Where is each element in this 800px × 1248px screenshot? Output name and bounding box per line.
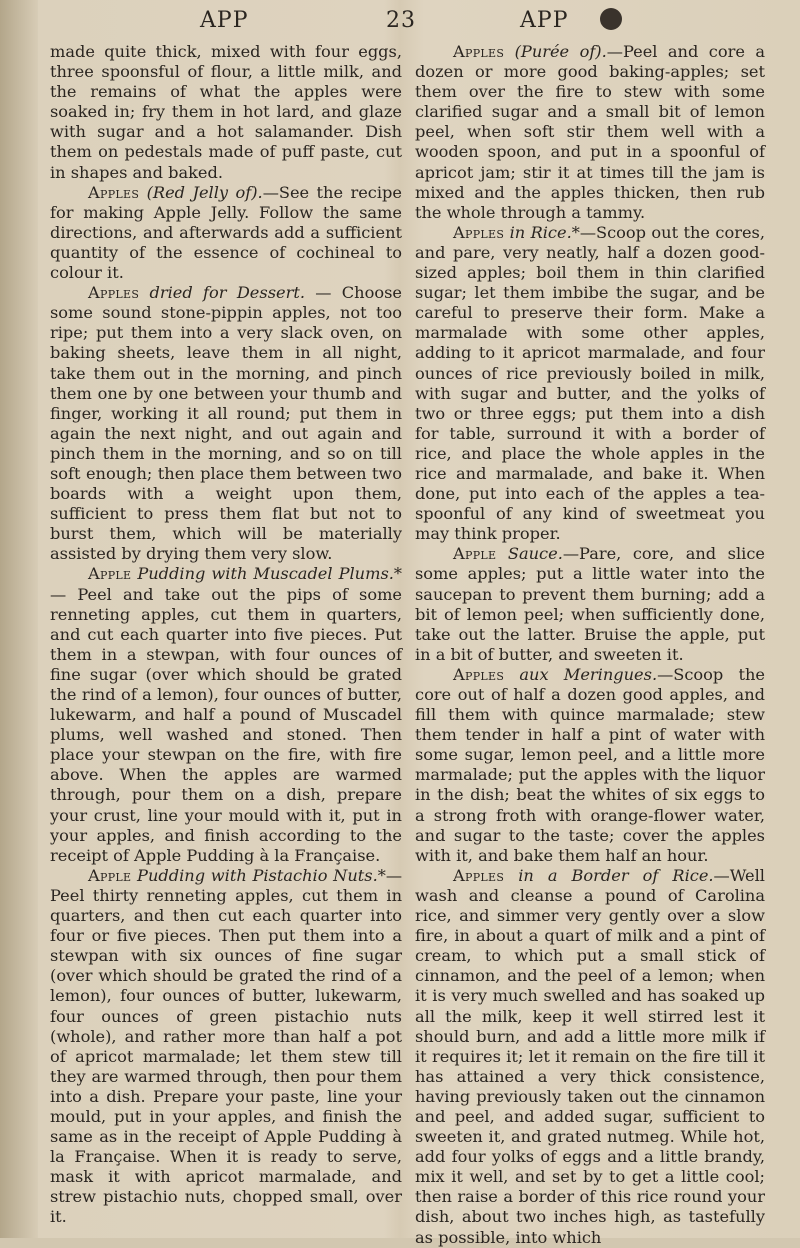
recipe-paragraph: [415, 544, 765, 665]
recipe-paragraph: [50, 564, 402, 865]
recipe-paragraph: [50, 183, 402, 283]
header-left-title: APP: [200, 8, 249, 33]
recipe-text: —Peel and core a dozen or more good baking-apples; set them over the fire to stew with some clarified sugar and a small bit of lemon peel, when soft stir them well with a wooden spoon, and put in a spoonful of apricot jam; stir it at times till the jam is mixed and the apples thicken, then rub the whole through a tammy.: [415, 42, 765, 222]
recipe-paragraph: [50, 283, 402, 564]
left-text-column: [50, 42, 402, 1228]
ink-blot-ornament: [600, 8, 622, 30]
page-gutter-shadow: [0, 0, 38, 1238]
recipe-subtitle: Sauce.: [496, 544, 563, 564]
recipe-subtitle: aux Meringues.: [504, 664, 658, 684]
recipe-title: Apples: [453, 664, 505, 684]
recipe-title: Apples: [453, 42, 505, 61]
recipe-text: —Well wash and cleanse a pound of Carolina rice, and simmer very gently over a slow fire, in about a quart of milk and a pint of cream, to which put a small stick of cinnamon, and the peel of a lemon; when it is very much swelled and has soaked up all the milk, keep it well stirred lest it should burn, and add a little more milk if it requires it; let it remain on the fire till it has attained a very thick consistence, having previously taken out the cinnamon and peel, and added sugar, sufficient to sweeten it, and grated nutmeg. While hot, add four yolks of eggs and a little brandy, mix it well, and set by to get a little cool; then raise a border of this rice round your dish, about two inches high, as tastefully as possible, into which: [415, 865, 765, 1247]
recipe-subtitle: in Rice.*: [504, 222, 580, 242]
recipe-paragraph: [415, 665, 765, 866]
recipe-text: —See the recipe for making Apple Jelly. Follow the same directions, and afterwards add a sufficient quantity of the essence of cochineal to colour it.: [50, 182, 402, 283]
recipe-text: — Choose some sound stone-pippin apples, not too ripe; put them into a very slack oven, on baking sheets, leave them in all night, take them out in the morning, and pinch them one by one between your thumb and finger, working it all round; put them in again the next night, and out again and pinch them in the morning, and so on till soft enough; then place them between two boards with a weight upon them, sufficient to press them flat but not to burst them, which will be materially assisted by drying them very slow.: [50, 283, 402, 564]
recipe-subtitle: Pudding with Muscadel Plums.*: [131, 564, 402, 584]
recipe-text: — Peel thirty renneting apples, cut them in quarters, and then cut each quarter into four or five pieces. Then put them into a stewpan with six ounces of fine sugar (over which should be grated the rind of a lemon), four ounces of butter, lukewarm, four ounces of green pistachio nuts (whole), and rather more than half a pot of apricot marmalade; let them stew till they are warmed through, then pour them into a dish. Prepare your paste, line your mould, put in your apples, and finish the same as in the receipt of Apple Pudding à la Française. When it is ready to serve, mask it with apricot marmalade, and strew pistachio nuts, chopped small, over it.: [50, 865, 402, 1227]
recipe-paragraph: [50, 866, 402, 1228]
recipe-text: made quite thick, mixed with four eggs, three spoonsful of flour, a little milk, and the remains of what the apples were soaked in; fry them in hot lard, and glaze with sugar and a hot salamander. Dish them on pedestals made of puff paste, cut in shapes and baked.: [50, 42, 402, 182]
recipe-title: Apple: [88, 865, 132, 885]
recipe-paragraph: [415, 866, 765, 1248]
recipe-title: Apples: [453, 865, 505, 885]
recipe-title: Apples: [88, 283, 140, 303]
recipe-paragraph: [415, 42, 765, 223]
recipe-subtitle: dried for Dessert.: [139, 283, 305, 303]
recipe-title: Apple: [88, 564, 132, 584]
page-number: 23: [386, 8, 416, 33]
header-right-title: APP: [520, 8, 569, 33]
recipe-paragraph: [50, 42, 402, 183]
recipe-subtitle: Pudding with Pistachio Nuts.*: [131, 865, 386, 885]
right-text-column: [415, 42, 765, 1248]
recipe-subtitle: (Purée of).: [504, 42, 607, 61]
recipe-title: Apples: [88, 182, 140, 202]
recipe-text: —Scoop the core out of half a dozen good apples, and fill them with quince marmalade; stew them tender in half a pint of water with some sugar, lemon peel, and a little more marmalade; put the apples with the liquor in the dish; beat the whites of six eggs to a strong froth with orange-flower water, and sugar to the taste; cover the apples with it, and bake them half an hour.: [415, 664, 765, 865]
recipe-text: —Scoop out the cores, and pare, very neatly, half a dozen good-sized apples; boil them in thin clarified sugar; let them imbibe the sugar, and be careful to preserve their form. Make a marmalade with some other apples, adding to it apricot marmalade, and four ounces of rice previously boiled in milk, with sugar and butter, and the yolks of two or three eggs; put them into a dish for table, surround it with a border of rice, and place the whole apples in the rice and marmalade, and bake it. When done, put into each of the apples a tea-spoonful of any kind of sweetmeat you may think proper.: [415, 222, 765, 544]
recipe-title: Apple: [453, 544, 497, 564]
recipe-subtitle: (Red Jelly of).: [139, 182, 263, 202]
recipe-text: —Pare, core, and slice some apples; put a little water into the saucepan to prevent them burning; add a bit of lemon peel; when sufficiently done, take out the latter. Bruise the apple, put in a bit of butter, and sweeten it.: [415, 544, 765, 664]
recipe-title: Apples: [453, 222, 505, 242]
recipe-text: — Peel and take out the pips of some renneting apples, cut them in quarters, and cut each quarter into five pieces. Put them in a stewpan, with four ounces of fine sugar (over which should be grated the rind of a lemon), four ounces of butter, lukewarm, and half a pound of Muscadel plums, well washed and stoned. Then place your stewpan on the fire, with fire above. When the apples are warmed through, pour them on a dish, prepare your crust, line your mould with it, put in your apples, and finish according to the receipt of Apple Pudding à la Française.: [50, 584, 402, 865]
recipe-paragraph: [415, 223, 765, 545]
recipe-subtitle: in a Border of Rice.: [504, 865, 714, 885]
